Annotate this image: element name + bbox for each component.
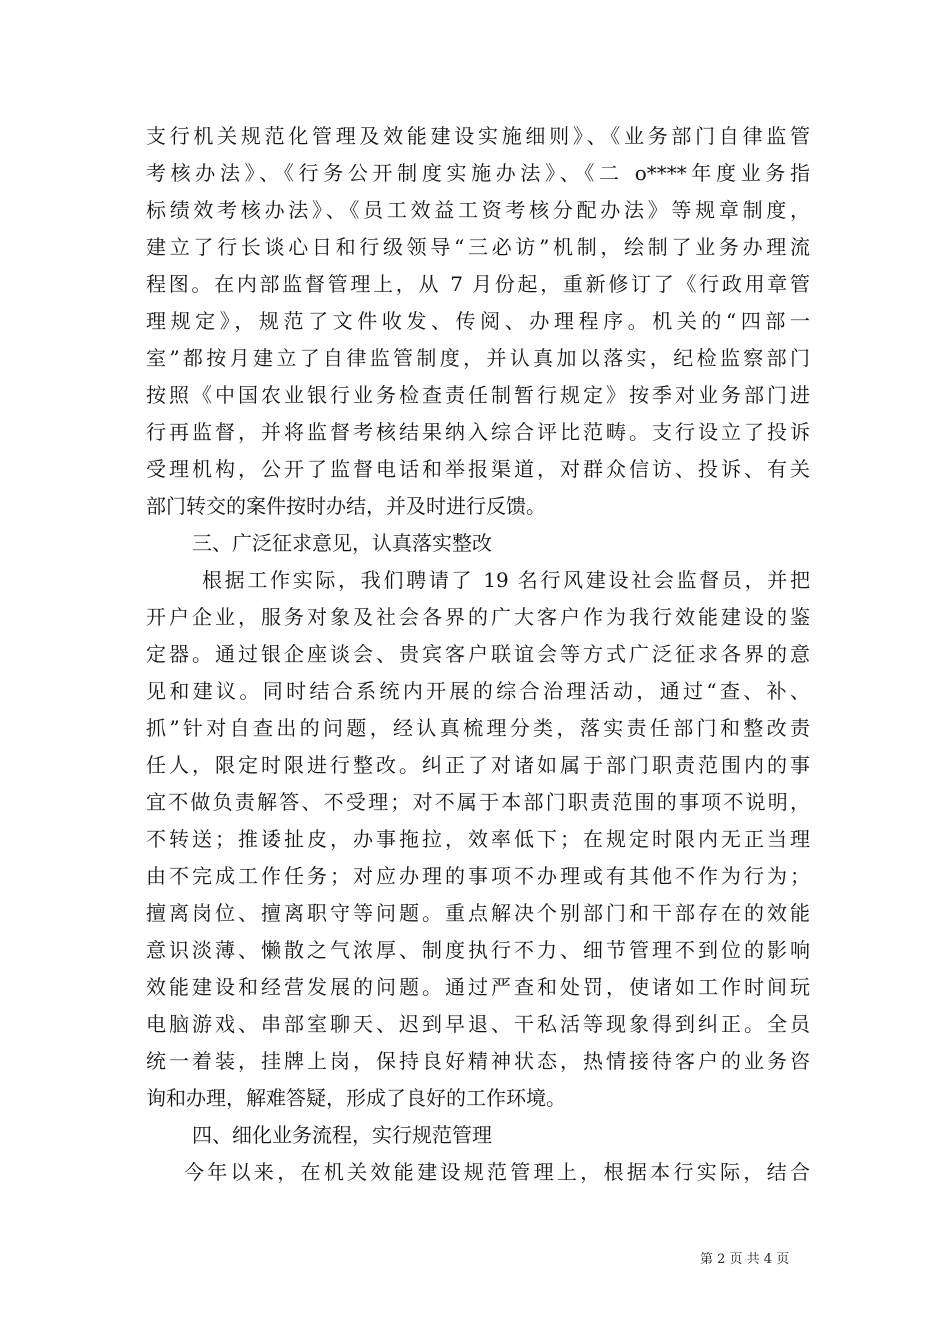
text-line: 效能建设和经营发展的问题。通过严查和处罚，使诸如工作时间玩 [146,975,810,999]
text-line: 宜不做负责解答、不受理；对不属于本部门职责范围的事项不说明， [146,790,810,814]
text-line: 由不完成工作任务；对应办理的事项不办理或有其他不作为行为； [146,864,810,888]
text-line: 意识淡薄、懒散之气浓厚、制度执行不力、细节管理不到位的影响 [146,938,810,962]
text-line: 理规定》，规范了文件收发、传阅、办理程序。机关的“四部一 [146,309,810,333]
page-number-footer: 第 2 页 共 4 页 [700,1252,790,1267]
text-line: 开户企业，服务对象及社会各界的广大客户作为我行效能建设的鉴 [146,605,810,629]
text-line: 定器。通过银企座谈会、贵宾客户联谊会等方式广泛征求各界的意 [146,642,810,666]
text-line: 今年以来，在机关效能建设规范管理上，根据本行实际，结合 [184,1160,810,1184]
text-line: 建立了行长谈心日和行级领导“三必访”机制，绘制了业务办理流 [146,235,810,259]
text-line: 询和办理，解难答疑，形成了良好的工作环境。 [146,1086,566,1110]
text-line: 程图。在内部监督管理上，从 7 月份起，重新修订了《行政用章管 [146,272,810,296]
text-line: 行再监督，并将监督考核结果纳入综合评比范畴。支行设立了投诉 [146,420,810,444]
text-line: 室”都按月建立了自律监管制度，并认真加以落实，纪检监察部门 [146,346,810,370]
text-line: 任人，限定时限进行整改。纠正了对诸如属于部门职责范围内的事 [146,753,810,777]
text-line: 标绩效考核办法》、《员工效益工资考核分配办法》等规章制度， [146,198,810,222]
text-line: 受理机构，公开了监督电话和举报渠道，对群众信访、投诉、有关 [146,457,810,481]
section-heading: 三、广泛征求意见，认真落实整改 [192,531,492,555]
text-line: 按照《中国农业银行业务检查责任制暂行规定》按季对业务部门进 [146,383,810,407]
text-line: 不转送；推诿扯皮，办事拖拉，效率低下；在规定时限内无正当理 [146,827,810,851]
text-line: 电脑游戏、串部室聊天、迟到早退、干私活等现象得到纠正。全员 [146,1012,810,1036]
text-line: 统一着装，挂牌上岗，保持良好精神状态，热情接待客户的业务咨 [146,1049,810,1073]
text-line: 考核办法》、《行务公开制度实施办法》、《二 o****年度业务指 [146,161,810,185]
body-text [146,118,810,1191]
text-line: 擅离岗位、擅离职守等问题。重点解决个别部门和干部存在的效能 [146,901,810,925]
text-line: 见和建议。同时结合系统内开展的综合治理活动，通过“查、补、 [146,679,810,703]
text-line: 抓”针对自查出的问题，经认真梳理分类，落实责任部门和整改责 [146,716,810,740]
text-line: 根据工作实际，我们聘请了 19 名行风建设社会监督员，并把 [202,568,810,592]
text-line: 部门转交的案件按时办结，并及时进行反馈。 [146,494,546,518]
section-heading: 四、细化业务流程，实行规范管理 [192,1123,492,1147]
text-line: 支行机关规范化管理及效能建设实施细则》、《业务部门自律监管 [146,124,810,148]
